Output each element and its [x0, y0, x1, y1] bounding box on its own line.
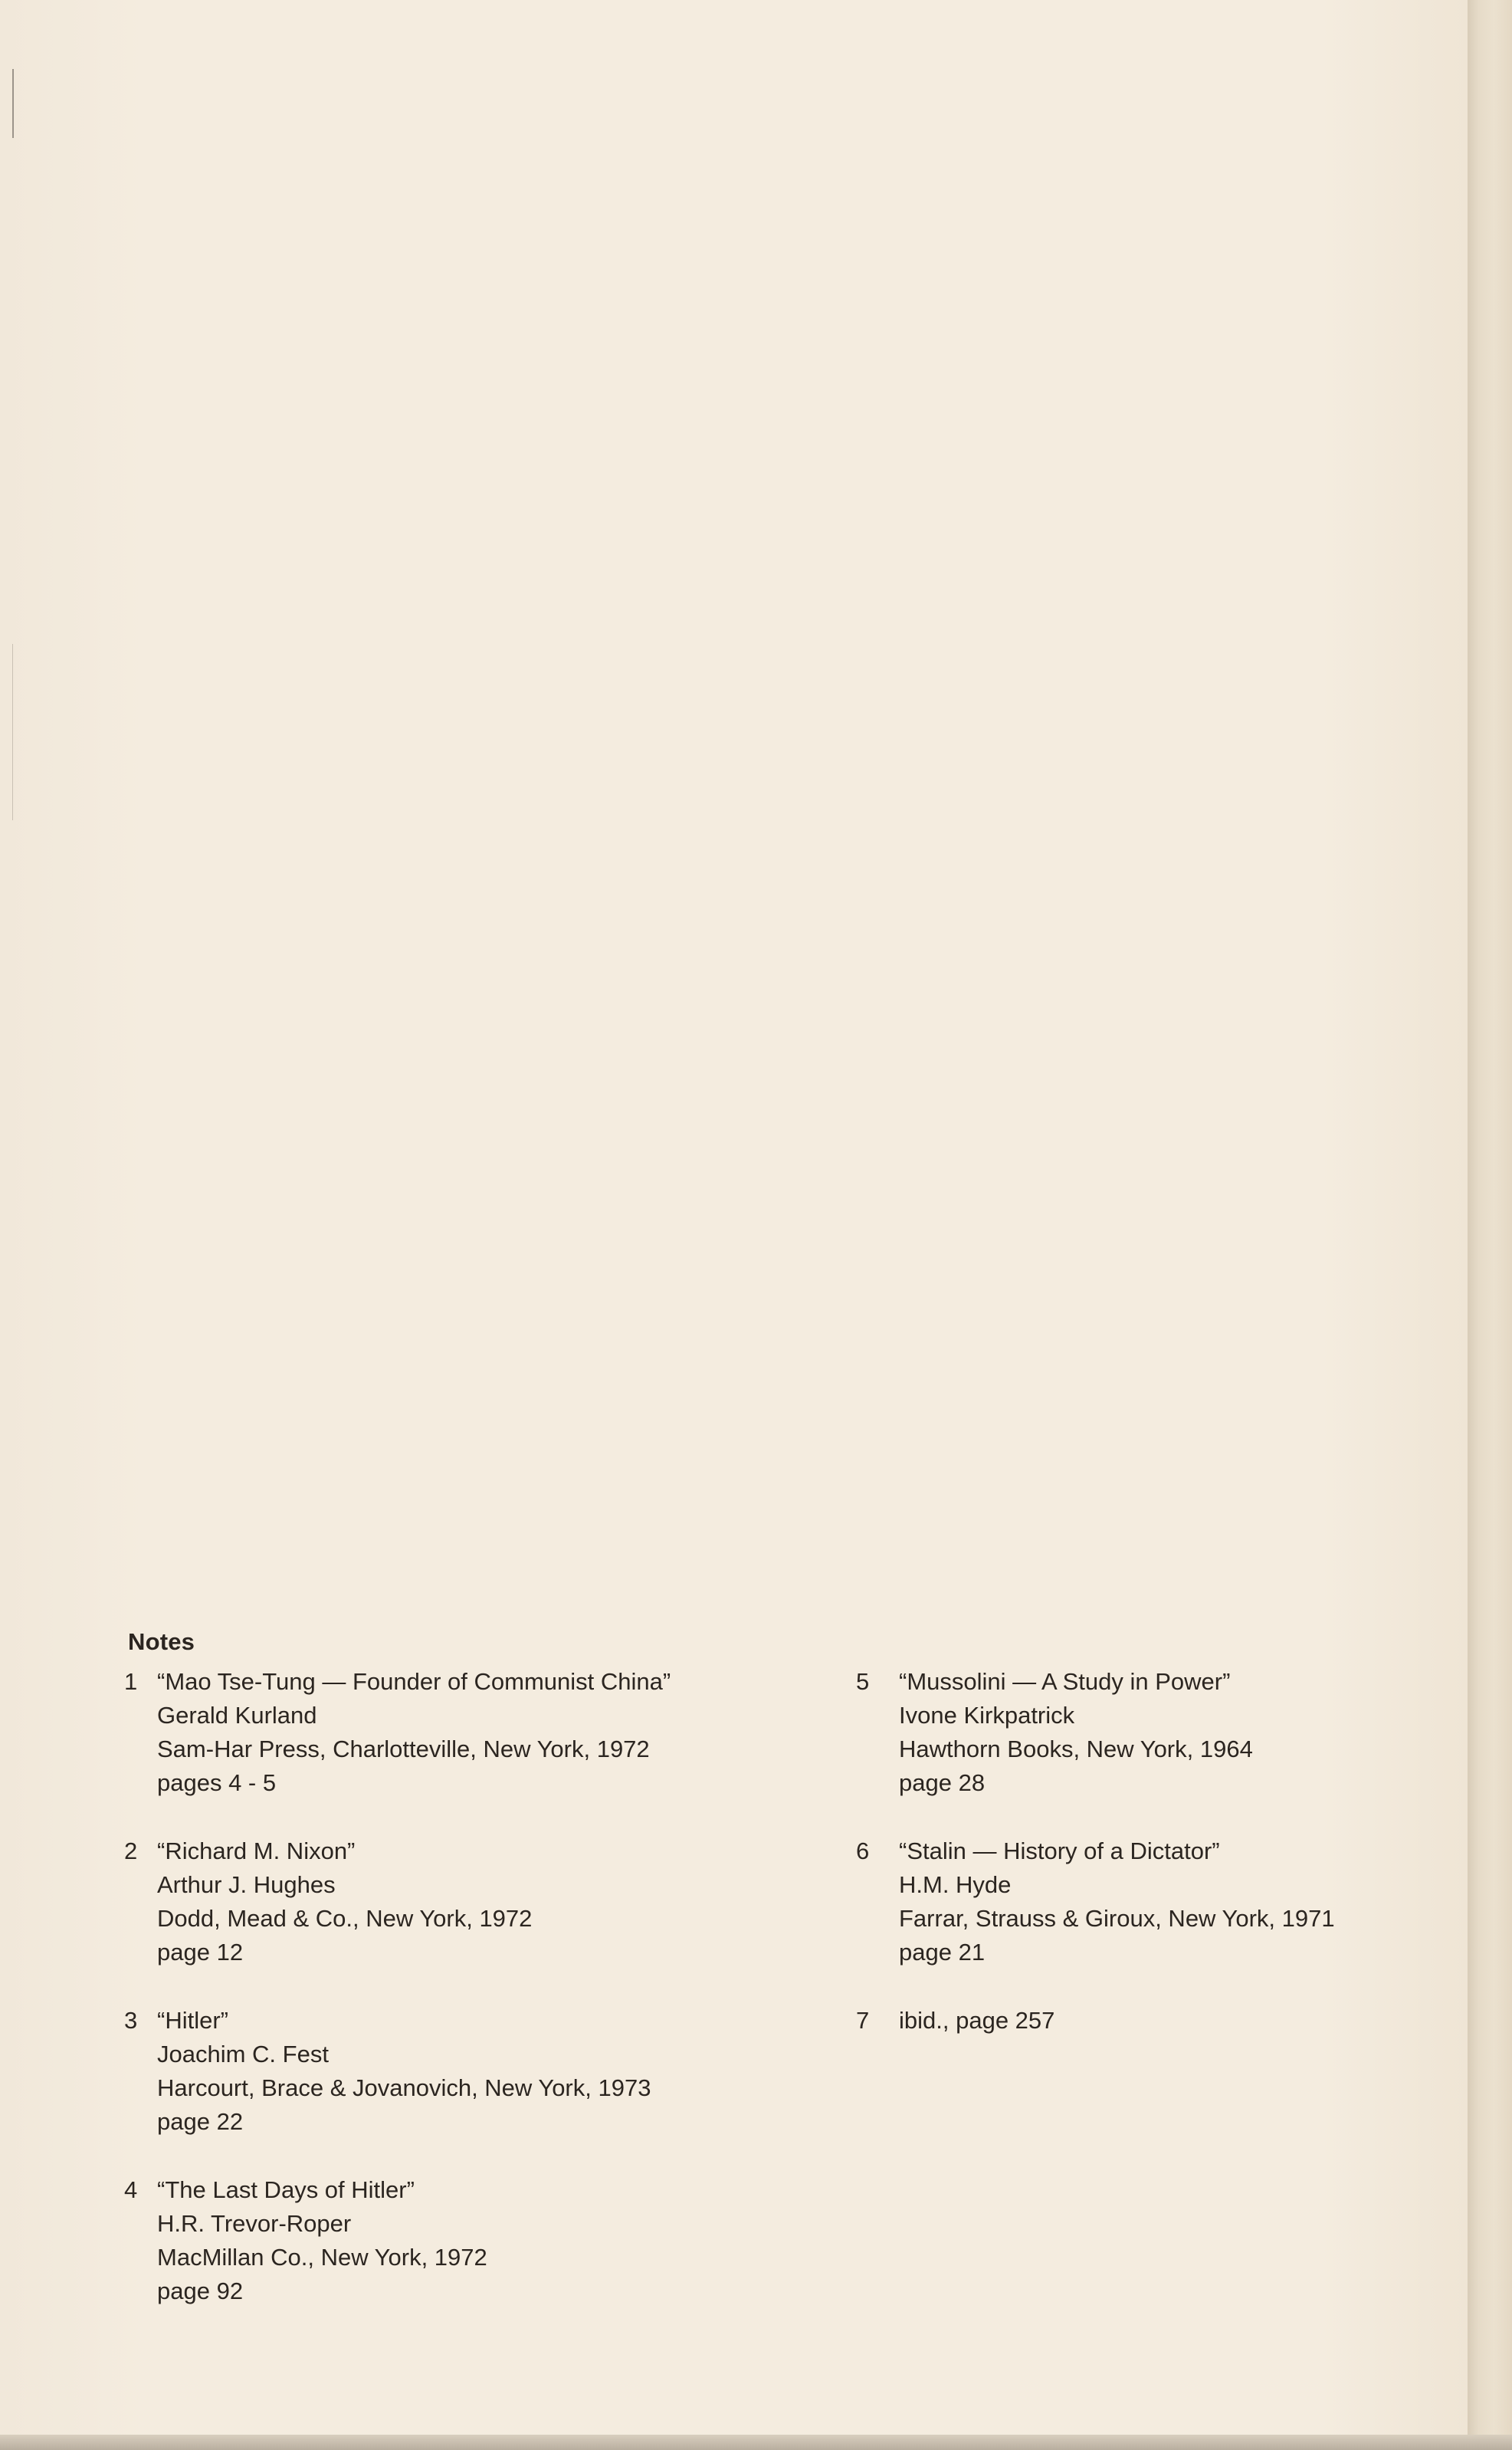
note-number: 3: [124, 2007, 138, 2034]
note-6: [853, 1834, 1435, 1969]
note-number: 4: [124, 2176, 138, 2203]
notes-right-column: [853, 1665, 1435, 2072]
note-citation: [899, 2004, 1435, 2038]
bottom-page-edge: [0, 2435, 1512, 2450]
note-citation: [157, 1665, 749, 1800]
page-edge: [1468, 0, 1512, 2450]
note-7: [853, 2004, 1435, 2038]
note-publisher: Sam-Har Press, Charlotteville, New York, 1972: [157, 1736, 650, 1762]
note-title: “The Last Days of Hitler”: [157, 2176, 415, 2203]
note-pages: page 92: [157, 2278, 244, 2304]
note-publisher: Farrar, Strauss & Giroux, New York, 1971: [899, 1905, 1335, 1932]
note-citation: [157, 1834, 749, 1969]
note-title: “Hitler”: [157, 2007, 228, 2034]
note-pages: pages 4 - 5: [157, 1769, 277, 1796]
note-number: 2: [124, 1838, 138, 1864]
note-pages: page 28: [899, 1769, 986, 1796]
note-citation: [157, 2004, 749, 2139]
note-title: “Mao Tse-Tung — Founder of Communist China”: [157, 1668, 671, 1695]
note-pages: page 21: [899, 1939, 986, 1966]
note-5: [853, 1665, 1435, 1800]
note-author: Joachim C. Fest: [157, 2041, 329, 2067]
note-title: “Richard M. Nixon”: [157, 1838, 356, 1864]
note-author: Ivone Kirkpatrick: [899, 1702, 1075, 1729]
note-4: [121, 2173, 749, 2308]
note-title: “Mussolini — A Study in Power”: [899, 1668, 1231, 1695]
note-1: [121, 1665, 749, 1800]
note-publisher: Harcourt, Brace & Jovanovich, New York, 1973: [157, 2074, 651, 2101]
note-number: 5: [856, 1668, 870, 1695]
note-author: H.R. Trevor-Roper: [157, 2210, 352, 2237]
note-author: Arthur J. Hughes: [157, 1871, 336, 1898]
note-pages: page 22: [157, 2108, 244, 2135]
note-author: Gerald Kurland: [157, 1702, 317, 1729]
binding-mark: [12, 69, 14, 138]
note-publisher: MacMillan Co., New York, 1972: [157, 2244, 487, 2271]
binding-shadow: [12, 644, 13, 820]
note-publisher: Dodd, Mead & Co., New York, 1972: [157, 1905, 533, 1932]
note-author: H.M. Hyde: [899, 1871, 1012, 1898]
note-text: ibid., page 257: [899, 2007, 1055, 2034]
notes-heading: Notes: [128, 1628, 195, 1655]
notes-left-column: [121, 1665, 749, 2343]
note-number: 7: [856, 2007, 870, 2034]
note-pages: page 12: [157, 1939, 244, 1966]
note-number: 1: [124, 1668, 138, 1695]
note-citation: [899, 1665, 1435, 1800]
note-citation: [899, 1834, 1435, 1969]
note-publisher: Hawthorn Books, New York, 1964: [899, 1736, 1253, 1762]
note-title: “Stalin — History of a Dictator”: [899, 1838, 1220, 1864]
note-2: [121, 1834, 749, 1969]
note-citation: [157, 2173, 749, 2308]
note-3: [121, 2004, 749, 2139]
note-number: 6: [856, 1838, 870, 1864]
